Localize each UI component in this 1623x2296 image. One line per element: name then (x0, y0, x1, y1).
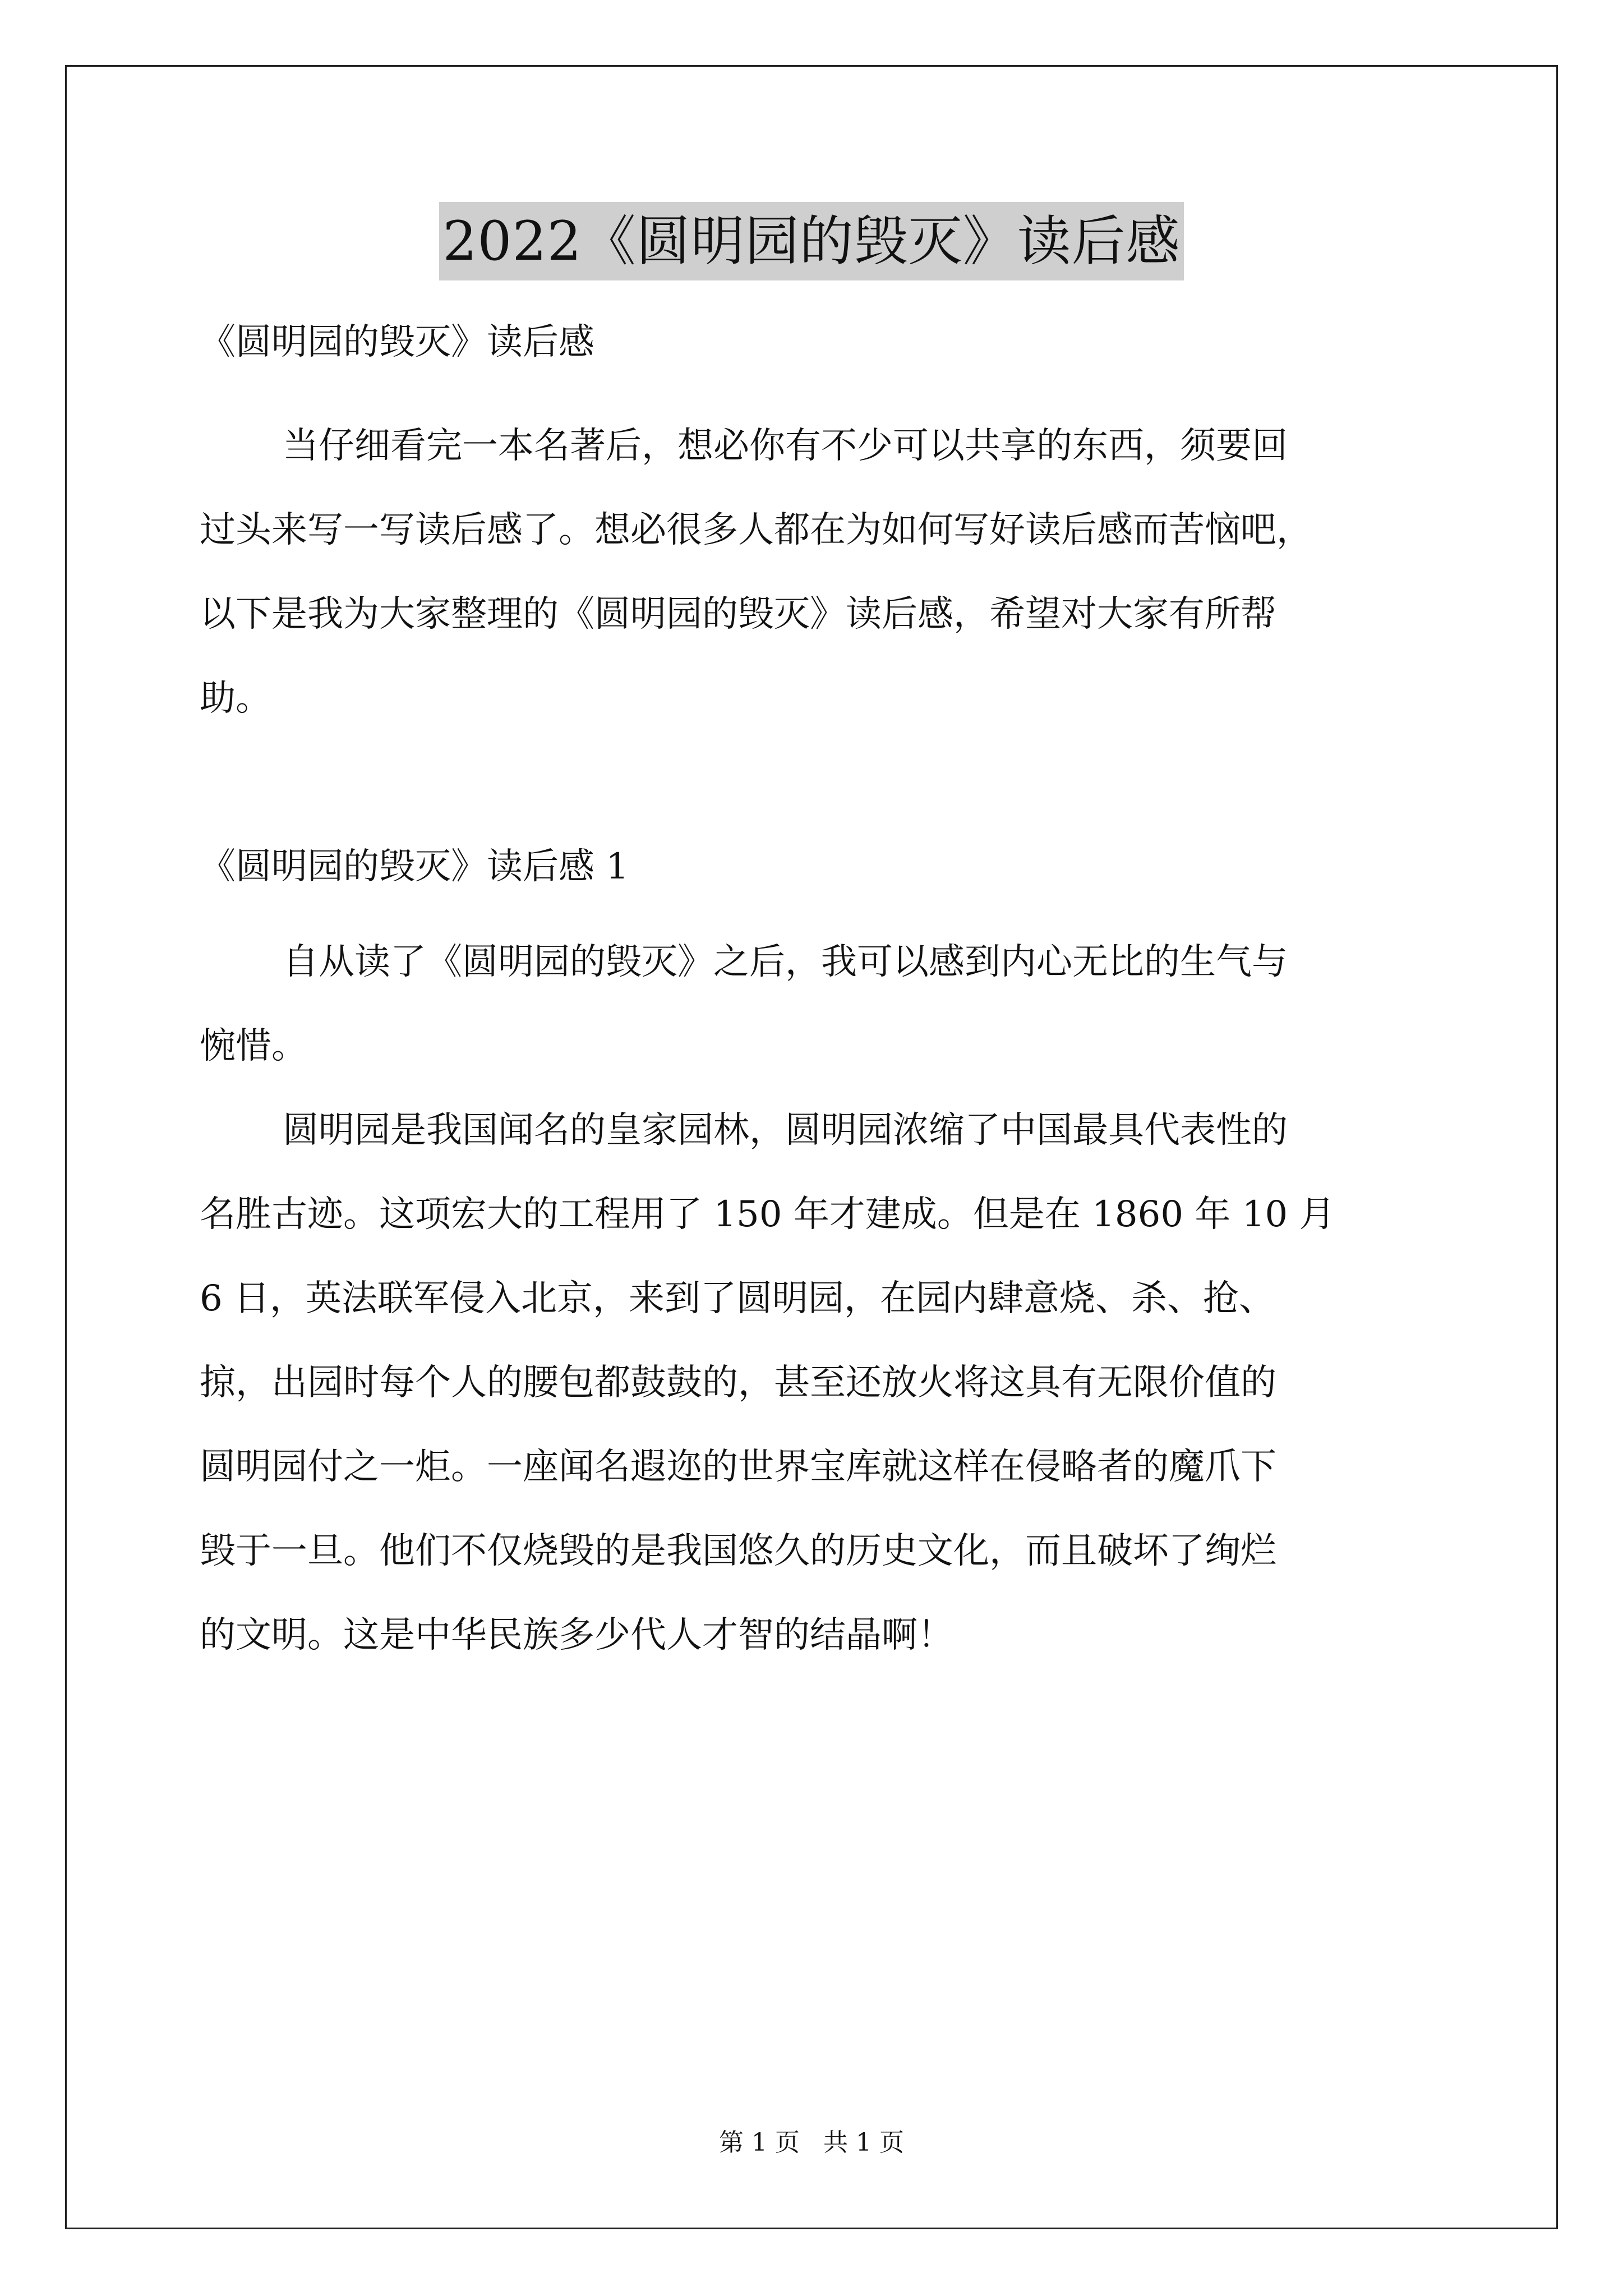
section1-paragraph-1 (200, 920, 1433, 1088)
section1-p1-line-1: 自从读了《圆明园的毁灭》之后，我可以感到内心无比的生气与 (283, 941, 1288, 983)
intro-heading: 《圆明园的毁灭》读后感 (200, 321, 594, 363)
section1-p2-line-5: 圆明园付之一炬。一座闻名遐迩的世界宝库就这样在侵略者的魔爪下 (200, 1446, 1276, 1488)
intro-line-2: 过头来写一写读后感了。想必很多人都在为如何写好读后感而苦恼吧， (200, 509, 1312, 551)
section1-p2-line-3: 6 日，英法联军侵入北京，来到了圆明园，在园内肆意烧、杀、抢、 (200, 1278, 1275, 1319)
section1-p2-line-1: 圆明园是我国闻名的皇家园林，圆明园浓缩了中国最具代表性的 (283, 1110, 1288, 1151)
section1-paragraph-2 (200, 1088, 1433, 1677)
section1-p1-line-2: 惋惜。 (200, 1025, 307, 1067)
title-container (0, 202, 1623, 280)
intro-line-3: 以下是我为大家整理的《圆明园的毁灭》读后感，希望对大家有所帮 (200, 593, 1276, 635)
section1-p2-line-6: 毁于一旦。他们不仅烧毁的是我国悠久的历史文化，而且破坏了绚烂 (200, 1530, 1276, 1572)
section1-p2-line-2: 名胜古迹。这项宏大的工程用了 150 年才建成。但是在 1860 年 10 月 (200, 1194, 1335, 1235)
section1-heading: 《圆明园的毁灭》读后感 1 (200, 846, 629, 887)
section1-p2-line-4: 掠，出园时每个人的腰包都鼓鼓的，甚至还放火将这具有无限价值的 (200, 1362, 1276, 1404)
section1-p2-line-7: 的文明。这是中华民族多少代人才智的结晶啊！ (200, 1614, 953, 1656)
document-body (200, 314, 1433, 1677)
intro-paragraph (200, 404, 1433, 740)
document-title: 2022《圆明园的毁灭》读后感 (439, 202, 1183, 280)
page-footer: 第 1 页 共 1 页 (719, 2128, 904, 2157)
intro-line-1: 当仔细看完一本名著后，想必你有不少可以共享的东西，须要回 (283, 425, 1288, 467)
intro-line-4: 助。 (200, 678, 271, 719)
